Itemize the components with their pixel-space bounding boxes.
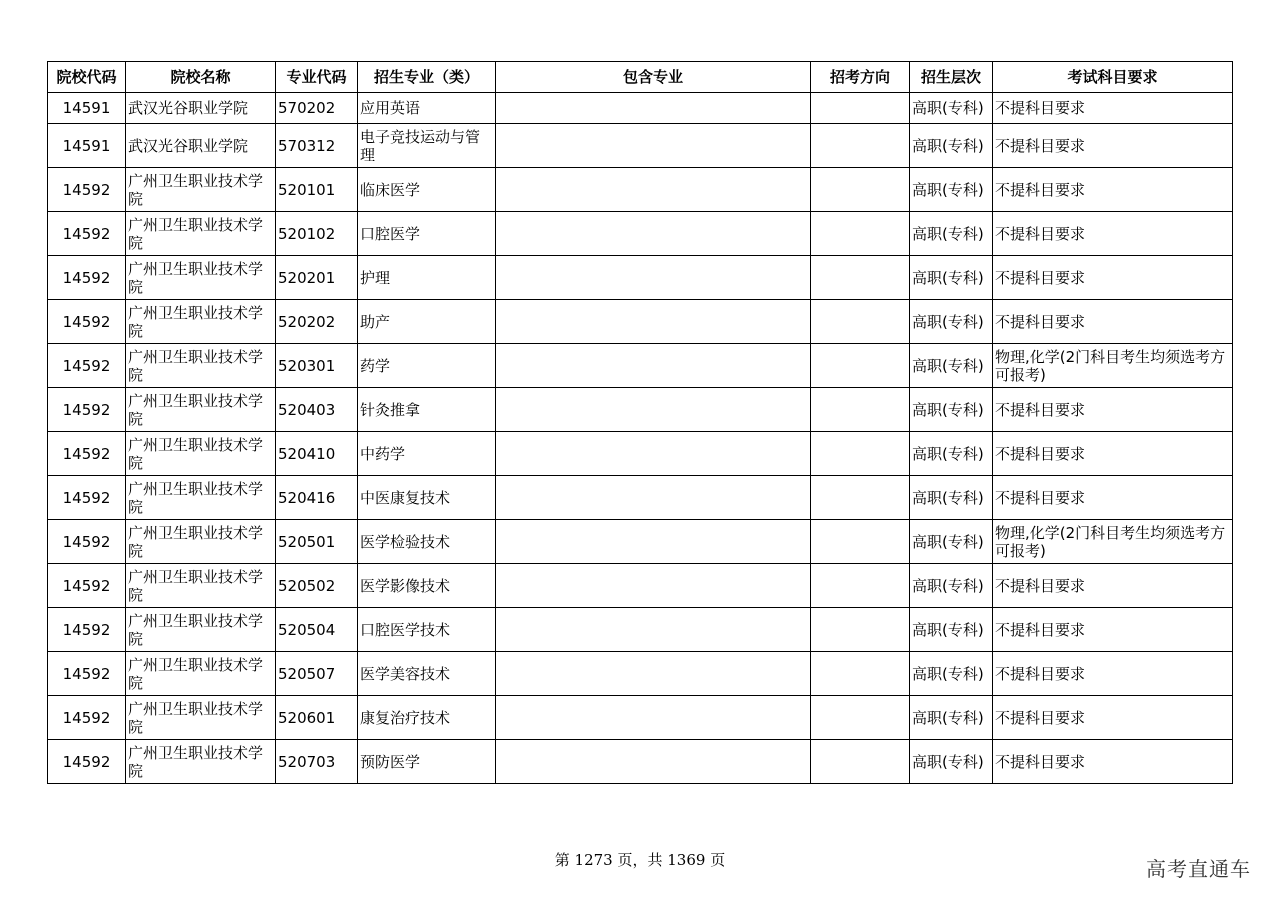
subject-requirement-cell: 物理,化学(2门科目考生均须选考方可报考) [993,520,1233,564]
subject-requirement-cell: 不提科目要求 [993,652,1233,696]
included-majors-cell [496,388,811,432]
subject-requirement-cell: 不提科目要求 [993,476,1233,520]
school-code-cell: 14591 [48,93,126,124]
major-name-cell: 助产 [358,300,496,344]
admission-table [47,61,1233,784]
level-cell: 高职(专科) [910,520,993,564]
direction-cell [811,344,910,388]
major-code-cell: 520101 [276,168,358,212]
school-code-cell: 14592 [48,212,126,256]
major-code-cell: 520403 [276,388,358,432]
table-row [48,344,1233,388]
table-row [48,696,1233,740]
school-code-cell: 14592 [48,652,126,696]
major-name-cell: 口腔医学 [358,212,496,256]
subject-requirement-cell: 不提科目要求 [993,168,1233,212]
school-code-cell: 14592 [48,740,126,784]
major-code-cell: 520703 [276,740,358,784]
major-name-cell: 电子竞技运动与管理 [358,124,496,168]
school-code-cell: 14592 [48,300,126,344]
major-code-cell: 520301 [276,344,358,388]
school-name-cell: 广州卫生职业技术学院 [126,696,276,740]
direction-cell [811,212,910,256]
school-name-cell: 广州卫生职业技术学院 [126,212,276,256]
major-code-cell: 570312 [276,124,358,168]
included-majors-cell [496,300,811,344]
direction-cell [811,388,910,432]
header-level: 招生层次 [910,62,993,93]
included-majors-cell [496,696,811,740]
school-code-cell: 14592 [48,696,126,740]
subject-requirement-cell: 不提科目要求 [993,432,1233,476]
table-row [48,168,1233,212]
school-name-cell: 广州卫生职业技术学院 [126,256,276,300]
direction-cell [811,740,910,784]
major-name-cell: 中药学 [358,432,496,476]
major-name-cell: 医学美容技术 [358,652,496,696]
page-number: 第 1273 页，共 1369 页 [554,851,726,869]
direction-cell [811,432,910,476]
direction-cell [811,256,910,300]
major-name-cell: 护理 [358,256,496,300]
table-row [48,476,1233,520]
level-cell: 高职(专科) [910,476,993,520]
school-name-cell: 广州卫生职业技术学院 [126,432,276,476]
major-code-cell: 520410 [276,432,358,476]
table-row [48,520,1233,564]
header-school-code: 院校代码 [48,62,126,93]
table-row [48,300,1233,344]
header-direction: 招考方向 [811,62,910,93]
included-majors-cell [496,476,811,520]
major-name-cell: 中医康复技术 [358,476,496,520]
included-majors-cell [496,432,811,476]
major-code-cell: 520502 [276,564,358,608]
level-cell: 高职(专科) [910,344,993,388]
major-name-cell: 医学影像技术 [358,564,496,608]
included-majors-cell [496,652,811,696]
major-code-cell: 520501 [276,520,358,564]
school-name-cell: 武汉光谷职业学院 [126,93,276,124]
major-name-cell: 医学检验技术 [358,520,496,564]
table-row [48,124,1233,168]
included-majors-cell [496,564,811,608]
school-name-cell: 武汉光谷职业学院 [126,124,276,168]
school-code-cell: 14592 [48,388,126,432]
school-name-cell: 广州卫生职业技术学院 [126,388,276,432]
level-cell: 高职(专科) [910,212,993,256]
school-code-cell: 14592 [48,344,126,388]
subject-requirement-cell: 不提科目要求 [993,388,1233,432]
level-cell: 高职(专科) [910,740,993,784]
included-majors-cell [496,256,811,300]
direction-cell [811,520,910,564]
school-code-cell: 14592 [48,168,126,212]
level-cell: 高职(专科) [910,124,993,168]
level-cell: 高职(专科) [910,300,993,344]
table-row [48,388,1233,432]
subject-requirement-cell: 不提科目要求 [993,124,1233,168]
school-name-cell: 广州卫生职业技术学院 [126,564,276,608]
direction-cell [811,476,910,520]
major-code-cell: 520202 [276,300,358,344]
direction-cell [811,168,910,212]
table-body [48,93,1233,784]
major-name-cell: 口腔医学技术 [358,608,496,652]
level-cell: 高职(专科) [910,256,993,300]
level-cell: 高职(专科) [910,93,993,124]
subject-requirement-cell: 不提科目要求 [993,740,1233,784]
major-name-cell: 药学 [358,344,496,388]
header-included-majors: 包含专业 [496,62,811,93]
table-row [48,432,1233,476]
level-cell: 高职(专科) [910,564,993,608]
major-code-cell: 520416 [276,476,358,520]
subject-requirement-cell: 不提科目要求 [993,256,1233,300]
level-cell: 高职(专科) [910,432,993,476]
major-name-cell: 应用英语 [358,93,496,124]
subject-requirement-cell: 物理,化学(2门科目考生均须选考方可报考) [993,344,1233,388]
school-name-cell: 广州卫生职业技术学院 [126,608,276,652]
table-row [48,93,1233,124]
subject-requirement-cell: 不提科目要求 [993,212,1233,256]
included-majors-cell [496,124,811,168]
subject-requirement-cell: 不提科目要求 [993,564,1233,608]
header-row [48,62,1233,93]
direction-cell [811,652,910,696]
level-cell: 高职(专科) [910,168,993,212]
major-name-cell: 临床医学 [358,168,496,212]
included-majors-cell [496,93,811,124]
school-name-cell: 广州卫生职业技术学院 [126,740,276,784]
major-name-cell: 康复治疗技术 [358,696,496,740]
direction-cell [811,124,910,168]
level-cell: 高职(专科) [910,696,993,740]
included-majors-cell [496,168,811,212]
major-code-cell: 570202 [276,93,358,124]
major-code-cell: 520507 [276,652,358,696]
header-major-code: 专业代码 [276,62,358,93]
school-code-cell: 14592 [48,256,126,300]
direction-cell [811,608,910,652]
school-code-cell: 14592 [48,432,126,476]
school-name-cell: 广州卫生职业技术学院 [126,476,276,520]
school-name-cell: 广州卫生职业技术学院 [126,520,276,564]
included-majors-cell [496,740,811,784]
school-code-cell: 14591 [48,124,126,168]
table-row [48,564,1233,608]
direction-cell [811,696,910,740]
subject-requirement-cell: 不提科目要求 [993,93,1233,124]
direction-cell [811,564,910,608]
included-majors-cell [496,344,811,388]
table-row [48,740,1233,784]
table-row [48,652,1233,696]
subject-requirement-cell: 不提科目要求 [993,300,1233,344]
header-school-name: 院校名称 [126,62,276,93]
school-name-cell: 广州卫生职业技术学院 [126,652,276,696]
level-cell: 高职(专科) [910,388,993,432]
watermark-logo: 高考直通车 [1146,857,1251,881]
school-name-cell: 广州卫生职业技术学院 [126,168,276,212]
included-majors-cell [496,520,811,564]
major-name-cell: 针灸推拿 [358,388,496,432]
included-majors-cell [496,212,811,256]
table-row [48,608,1233,652]
school-code-cell: 14592 [48,520,126,564]
subject-requirement-cell: 不提科目要求 [993,696,1233,740]
included-majors-cell [496,608,811,652]
level-cell: 高职(专科) [910,608,993,652]
school-code-cell: 14592 [48,564,126,608]
major-name-cell: 预防医学 [358,740,496,784]
major-code-cell: 520601 [276,696,358,740]
school-name-cell: 广州卫生职业技术学院 [126,300,276,344]
direction-cell [811,300,910,344]
school-code-cell: 14592 [48,476,126,520]
table-row [48,212,1233,256]
header-subject-requirement: 考试科目要求 [993,62,1233,93]
level-cell: 高职(专科) [910,652,993,696]
school-name-cell: 广州卫生职业技术学院 [126,344,276,388]
major-code-cell: 520201 [276,256,358,300]
major-code-cell: 520504 [276,608,358,652]
direction-cell [811,93,910,124]
header-major-name: 招生专业（类） [358,62,496,93]
major-code-cell: 520102 [276,212,358,256]
school-code-cell: 14592 [48,608,126,652]
subject-requirement-cell: 不提科目要求 [993,608,1233,652]
table-row [48,256,1233,300]
